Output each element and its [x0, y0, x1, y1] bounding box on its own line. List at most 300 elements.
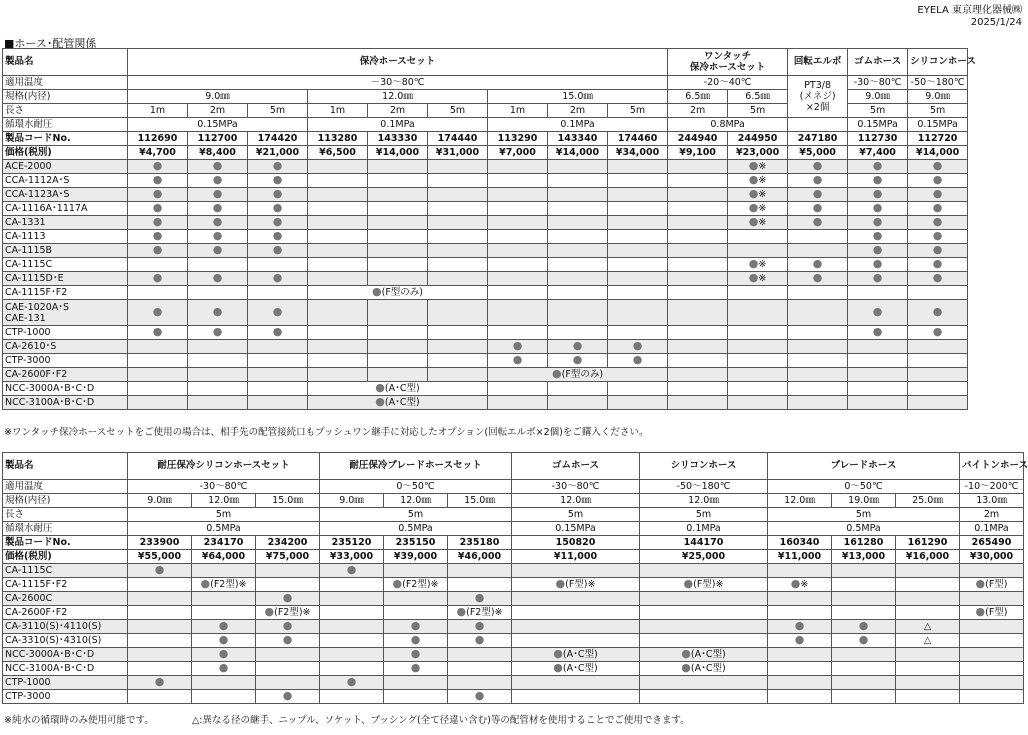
- table-cell: ●: [848, 244, 908, 258]
- table-cell: ¥75,000: [256, 550, 320, 564]
- table-cell: [512, 564, 640, 578]
- table-cell: [320, 620, 384, 634]
- row-label: NCC-3100A･B･C･D: [3, 662, 128, 676]
- table-cell: [428, 160, 488, 174]
- table-row: [3, 662, 1024, 676]
- table-cell: [488, 216, 548, 230]
- table-cell: [192, 592, 256, 606]
- table-cell: ●: [908, 216, 968, 230]
- table-row: [3, 132, 1028, 146]
- row-label: CA-1115C: [3, 564, 128, 578]
- table-cell: △: [896, 620, 960, 634]
- table-cell: ●: [128, 272, 188, 286]
- table-cell: 5m: [128, 508, 320, 522]
- table-cell: [368, 258, 428, 272]
- table-cell: 247180: [788, 132, 848, 146]
- table-cell: ●: [248, 300, 308, 326]
- table-cell: ¥8,400: [188, 146, 248, 160]
- table-cell: ●: [848, 202, 908, 216]
- table-cell: 160340: [768, 536, 832, 550]
- row-label: CA-2610･S: [3, 340, 128, 354]
- table-cell: [728, 368, 788, 382]
- table-cell: ●: [128, 202, 188, 216]
- table-cell: [832, 690, 896, 704]
- table-cell: ¥25,000: [640, 550, 768, 564]
- table-cell: [668, 326, 728, 340]
- hose-compatibility-table-2: [2, 452, 1028, 704]
- footnote-triangle: △:異なる径の継手、ニップル、ソケット、ブッシング(全て径違い含む)等の配管材を使用することでご使用できます。: [192, 715, 690, 726]
- row-label: NCC-3000A･B･C･D: [3, 382, 128, 396]
- table-cell: ●: [320, 564, 384, 578]
- table-cell: [548, 396, 608, 410]
- table-cell: [640, 592, 768, 606]
- table-cell: 回転エルボ: [788, 49, 848, 76]
- table-cell: [248, 340, 308, 354]
- table-cell: ●: [908, 230, 968, 244]
- table-cell: [848, 396, 908, 410]
- table-cell: [488, 174, 548, 188]
- row-label: ACE-2000: [3, 160, 128, 174]
- table-cell: [608, 202, 668, 216]
- table-cell: ●(F2型)※: [448, 606, 512, 620]
- table-cell: ●(F型): [960, 578, 1024, 592]
- table-cell: ●: [488, 354, 548, 368]
- table-cell: [848, 340, 908, 354]
- table-cell: [308, 368, 368, 382]
- table-cell: [308, 300, 368, 326]
- table-cell: [788, 300, 848, 326]
- footnote-pure-water: ※純水の循環時のみ使用可能です。: [4, 715, 154, 726]
- table-cell: シリコンホース: [908, 49, 968, 76]
- table-cell: [448, 648, 512, 662]
- table-cell: [768, 676, 832, 690]
- table-cell: [960, 620, 1024, 634]
- table-cell: [188, 382, 248, 396]
- table-cell: ●(A･C型): [512, 648, 640, 662]
- table-cell: ●: [128, 326, 188, 340]
- table-row: [3, 382, 1028, 396]
- table-cell: [128, 368, 188, 382]
- table-cell: [128, 620, 192, 634]
- table-cell: ワンタッチ 保冷ホースセット: [668, 49, 788, 76]
- table-cell: 2m: [368, 104, 428, 118]
- table-cell: バイトンホース: [960, 453, 1024, 480]
- table-cell: 12.0㎜: [640, 494, 768, 508]
- row-label: 規格(内径): [3, 494, 128, 508]
- table-cell: [448, 564, 512, 578]
- row-label: CCA-1123A･S: [3, 188, 128, 202]
- table-cell: ●: [192, 620, 256, 634]
- table-cell: [488, 230, 548, 244]
- table-cell: [668, 160, 728, 174]
- table-cell: ●: [848, 216, 908, 230]
- table-cell: [320, 606, 384, 620]
- section-title: ■ホース･配管関係: [4, 37, 97, 50]
- table-cell: -30～80℃: [848, 76, 908, 90]
- table-cell: 112700: [188, 132, 248, 146]
- table-cell: 0～50℃: [320, 480, 512, 494]
- table-cell: ●: [188, 300, 248, 326]
- table-cell: [788, 118, 848, 132]
- table-cell: [788, 396, 848, 410]
- table-cell: [368, 354, 428, 368]
- table-cell: [368, 216, 428, 230]
- table-cell: [368, 272, 428, 286]
- table-cell: [368, 202, 428, 216]
- table-cell: 耐圧保冷ブレードホースセット: [320, 453, 512, 480]
- table-cell: ●: [248, 272, 308, 286]
- table-cell: 12.0㎜: [192, 494, 256, 508]
- table-cell: ●: [908, 174, 968, 188]
- table-cell: [640, 634, 768, 648]
- table-row: [3, 202, 1028, 216]
- table-cell: 25.0㎜: [896, 494, 960, 508]
- table-cell: ●※: [728, 174, 788, 188]
- table-cell: [448, 676, 512, 690]
- table-cell: [384, 592, 448, 606]
- table-cell: [832, 578, 896, 592]
- document-header: [917, 5, 1022, 29]
- table-row: [3, 536, 1024, 550]
- table-cell: 0.15MPa: [848, 118, 908, 132]
- table-cell: [384, 564, 448, 578]
- table-cell: ¥34,000: [608, 146, 668, 160]
- table-cell: [512, 676, 640, 690]
- table-cell: [668, 300, 728, 326]
- table-cell: [668, 202, 728, 216]
- table-cell: [668, 174, 728, 188]
- table-cell: ●: [192, 662, 256, 676]
- table-cell: [188, 258, 248, 272]
- table-cell: 161290: [896, 536, 960, 550]
- table-cell: [512, 620, 640, 634]
- table-cell: [668, 368, 728, 382]
- table-cell: ●※: [728, 258, 788, 272]
- row-label: 製品名: [3, 453, 128, 480]
- table-cell: [128, 286, 188, 300]
- table-cell: 9.0㎜: [128, 90, 308, 104]
- table-cell: [640, 620, 768, 634]
- table-cell: ●: [248, 326, 308, 340]
- table-cell: [488, 382, 548, 396]
- table-cell: [608, 160, 668, 174]
- table-cell: 265490: [960, 536, 1024, 550]
- table-cell: [608, 272, 668, 286]
- table-cell: 1m: [488, 104, 548, 118]
- table-cell: ●: [248, 174, 308, 188]
- row-label: 価格(税別): [3, 550, 128, 564]
- table-cell: [488, 286, 548, 300]
- table-cell: 19.0㎜: [832, 494, 896, 508]
- table-cell: ●: [908, 244, 968, 258]
- table-cell: ●(F型): [960, 606, 1024, 620]
- table-cell: 144170: [640, 536, 768, 550]
- row-label: CA-1115B: [3, 244, 128, 258]
- table-cell: [640, 606, 768, 620]
- row-label: CCA-1112A･S: [3, 174, 128, 188]
- table-cell: [788, 382, 848, 396]
- table-cell: [960, 564, 1024, 578]
- table-cell: [728, 382, 788, 396]
- table-cell: 2m: [188, 104, 248, 118]
- table-cell: ●(F2型)※: [192, 578, 256, 592]
- table-cell: [488, 160, 548, 174]
- table-cell: [896, 578, 960, 592]
- table-row: [3, 480, 1024, 494]
- table-cell: [188, 354, 248, 368]
- table-cell: ●: [848, 258, 908, 272]
- table-cell: 244940: [668, 132, 728, 146]
- table-cell: 保冷ホースセット: [128, 49, 668, 76]
- table-cell: ●: [128, 174, 188, 188]
- table-cell: ¥21,000: [248, 146, 308, 160]
- table-cell: ¥7,000: [488, 146, 548, 160]
- table-cell: [192, 676, 256, 690]
- table-row: [3, 230, 1028, 244]
- table-cell: ●: [788, 216, 848, 230]
- table-cell: [668, 272, 728, 286]
- table-cell: [728, 326, 788, 340]
- table-cell: 6.5㎜: [668, 90, 728, 104]
- table-cell: [548, 326, 608, 340]
- table-row: [3, 396, 1028, 410]
- row-label: 製品名: [3, 49, 128, 76]
- table-cell: ¥14,000: [368, 146, 428, 160]
- table-cell: [908, 340, 968, 354]
- table-cell: [668, 382, 728, 396]
- table-cell: ●: [248, 160, 308, 174]
- table-cell: [308, 160, 368, 174]
- table-cell: ●: [384, 620, 448, 634]
- table-row: [3, 258, 1028, 272]
- table-cell: [192, 606, 256, 620]
- table-cell: [848, 286, 908, 300]
- table-cell: [548, 216, 608, 230]
- table-cell: [960, 648, 1024, 662]
- table-cell: [384, 676, 448, 690]
- table-cell: [668, 216, 728, 230]
- table-cell: ●: [448, 634, 512, 648]
- row-label: CA-2600F･F2: [3, 368, 128, 382]
- table-cell: [728, 230, 788, 244]
- row-label: 製品コードNo.: [3, 132, 128, 146]
- table-cell: [668, 230, 728, 244]
- table-cell: [428, 188, 488, 202]
- table-cell: [908, 396, 968, 410]
- table-cell: [832, 648, 896, 662]
- table-cell: 0.8MPa: [668, 118, 788, 132]
- table-cell: ●※: [728, 202, 788, 216]
- table-cell: ●: [256, 592, 320, 606]
- table-cell: [668, 258, 728, 272]
- table-cell: ●: [248, 244, 308, 258]
- table-cell: 0.5MPa: [128, 522, 320, 536]
- table-cell: 12.0㎜: [384, 494, 448, 508]
- table-cell: [368, 160, 428, 174]
- table-cell: [788, 340, 848, 354]
- table-cell: [832, 606, 896, 620]
- table-cell: 0.5MPa: [768, 522, 960, 536]
- table-cell: 2m: [960, 508, 1024, 522]
- table-cell: [368, 326, 428, 340]
- table-row: [3, 286, 1028, 300]
- table-row: [3, 634, 1024, 648]
- table-cell: ●※: [768, 578, 832, 592]
- table-cell: [368, 300, 428, 326]
- table-cell: [608, 396, 668, 410]
- table-row: [3, 174, 1028, 188]
- table-cell: 9.0㎜: [848, 90, 908, 104]
- table-cell: [256, 676, 320, 690]
- table-cell: [428, 216, 488, 230]
- table-cell: [640, 564, 768, 578]
- table-cell: ●: [188, 160, 248, 174]
- table-cell: ●: [848, 188, 908, 202]
- table-cell: ●(F型)※: [512, 578, 640, 592]
- table-cell: ●: [788, 202, 848, 216]
- table-cell: ¥5,000: [788, 146, 848, 160]
- table-cell: ●: [192, 634, 256, 648]
- table-row: [3, 76, 1028, 90]
- table-cell: [668, 354, 728, 368]
- table-cell: [308, 354, 368, 368]
- table-cell: [608, 188, 668, 202]
- table-cell: ●: [320, 676, 384, 690]
- table-cell: 15.0㎜: [256, 494, 320, 508]
- table-cell: ●: [256, 634, 320, 648]
- table-row: [3, 118, 1028, 132]
- table-cell: [832, 662, 896, 676]
- table-cell: [128, 662, 192, 676]
- table-cell: ●: [768, 620, 832, 634]
- table-row: [3, 620, 1024, 634]
- table-cell: [368, 244, 428, 258]
- table-cell: ●: [908, 326, 968, 340]
- table-cell: [548, 258, 608, 272]
- row-label: CA-1115D･E: [3, 272, 128, 286]
- table-cell: ¥23,000: [728, 146, 788, 160]
- table-cell: -30～80℃: [128, 480, 320, 494]
- table-cell: [248, 368, 308, 382]
- table-cell: [728, 286, 788, 300]
- table-row: [3, 354, 1028, 368]
- table-cell: [428, 230, 488, 244]
- table-cell: [768, 690, 832, 704]
- table-cell: [788, 368, 848, 382]
- table-cell: ●: [128, 300, 188, 326]
- table-cell: [788, 244, 848, 258]
- row-label: NCC-3100A･B･C･D: [3, 396, 128, 410]
- table-cell: 0.5MPa: [320, 522, 512, 536]
- table-cell: 5m: [428, 104, 488, 118]
- table-cell: ●: [188, 188, 248, 202]
- table-row: [3, 146, 1028, 160]
- table-cell: ●: [128, 216, 188, 230]
- table-cell: [960, 662, 1024, 676]
- row-label: 長さ: [3, 104, 128, 118]
- table-cell: [788, 230, 848, 244]
- row-label: CTP-3000: [3, 690, 128, 704]
- table-cell: 235150: [384, 536, 448, 550]
- row-label: NCC-3000A･B･C･D: [3, 648, 128, 662]
- table-cell: [728, 300, 788, 326]
- table-cell: [728, 244, 788, 258]
- table-cell: ●: [128, 676, 192, 690]
- table-cell: 5m: [608, 104, 668, 118]
- table-cell: ●: [908, 272, 968, 286]
- table-cell: [384, 690, 448, 704]
- table-cell: [320, 648, 384, 662]
- table-cell: 12.0㎜: [308, 90, 488, 104]
- table-cell: [320, 578, 384, 592]
- table-cell: [788, 326, 848, 340]
- table-cell: [832, 564, 896, 578]
- table-cell: [512, 690, 640, 704]
- table-cell: [128, 578, 192, 592]
- table-cell: [608, 216, 668, 230]
- table-cell: [788, 354, 848, 368]
- table-cell: [128, 634, 192, 648]
- row-label: 適用温度: [3, 480, 128, 494]
- table-cell: [768, 592, 832, 606]
- table-cell: ¥11,000: [768, 550, 832, 564]
- table-cell: [608, 382, 668, 396]
- table-cell: [488, 326, 548, 340]
- table-cell: [248, 382, 308, 396]
- table-cell: ●: [188, 202, 248, 216]
- table-cell: 5m: [768, 508, 960, 522]
- table-cell: [248, 286, 308, 300]
- row-label: CA-3110(S)･4110(S): [3, 620, 128, 634]
- table-cell: ゴムホース: [512, 453, 640, 480]
- table-cell: [548, 160, 608, 174]
- table-cell: -10～200℃: [960, 480, 1024, 494]
- table-cell: 5m: [320, 508, 512, 522]
- table-cell: [308, 244, 368, 258]
- table-cell: ●: [188, 272, 248, 286]
- table-cell: [832, 676, 896, 690]
- table-cell: 143340: [548, 132, 608, 146]
- table-cell: [768, 662, 832, 676]
- table-row: [3, 578, 1024, 592]
- table-cell: [428, 326, 488, 340]
- table-row: [3, 272, 1028, 286]
- row-label: CA-2600F･F2: [3, 606, 128, 620]
- row-label: 価格(税別): [3, 146, 128, 160]
- table-cell: [192, 564, 256, 578]
- table-cell: [320, 592, 384, 606]
- table-cell: [668, 286, 728, 300]
- table-cell: 0.15MPa: [128, 118, 308, 132]
- table-cell: 9.0㎜: [320, 494, 384, 508]
- table-cell: ●: [788, 258, 848, 272]
- table-cell: 9.0㎜: [128, 494, 192, 508]
- table-cell: [512, 592, 640, 606]
- row-label: 長さ: [3, 508, 128, 522]
- table-cell: [728, 340, 788, 354]
- table-cell: ●: [788, 174, 848, 188]
- table-cell: [548, 382, 608, 396]
- table-cell: [960, 634, 1024, 648]
- table-cell: [428, 340, 488, 354]
- table-cell: 6.5㎜: [728, 90, 788, 104]
- table-cell: [768, 564, 832, 578]
- table-cell: [368, 230, 428, 244]
- table-cell: ¥13,000: [832, 550, 896, 564]
- table-cell: 0.1MPa: [488, 118, 668, 132]
- table-cell: [248, 396, 308, 410]
- table-cell: ●: [908, 258, 968, 272]
